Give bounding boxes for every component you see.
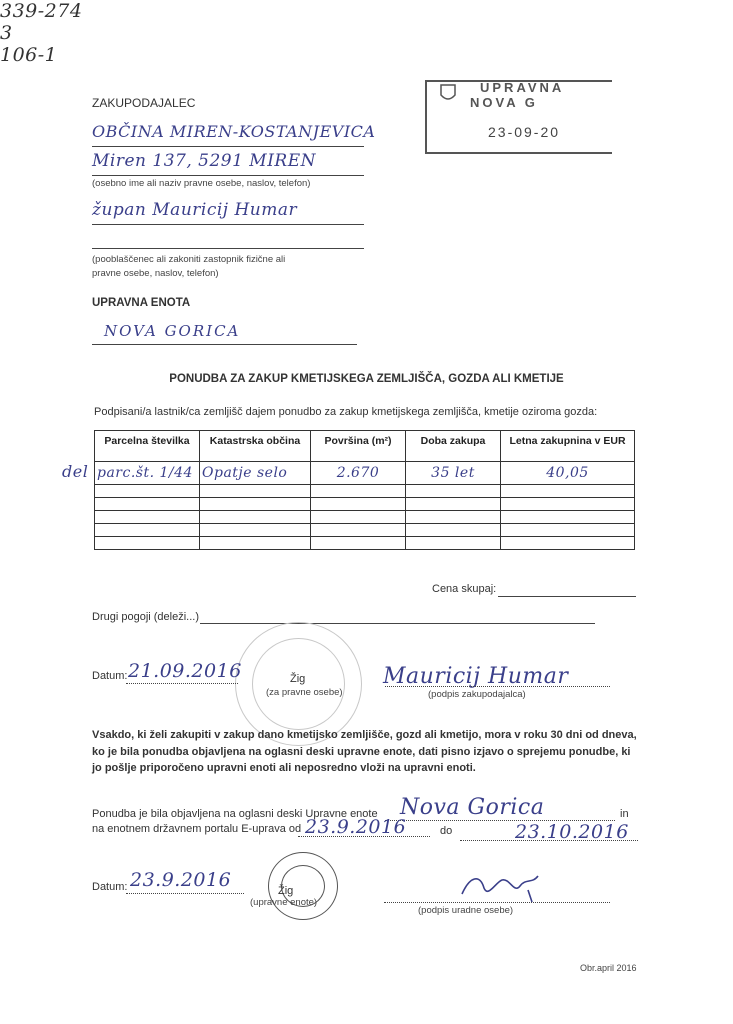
- published-in-word: in: [620, 808, 629, 820]
- stamp-label-1: Žig: [290, 673, 306, 685]
- date-label-2: Datum:: [92, 881, 128, 893]
- lessor-address: Miren 137, 5291 MIREN: [92, 151, 317, 171]
- stamp-caption-1: (za pravne osebe): [266, 687, 343, 698]
- other-conditions-label: Drugi pogoji (deleži...): [92, 611, 199, 623]
- published-from: 23.9.2016: [305, 816, 407, 838]
- lessor-caption: (osebno ime ali naziv pravne osebe, naslov, telefon): [92, 178, 311, 189]
- intro-text: Podpisani/a lastnik/ca zemljišč dajem ponudbo za zakup kmetijskega zemljišča, kmetije oziroma gozda:: [94, 406, 598, 418]
- signature-caption-2: (podpis uradne osebe): [418, 905, 514, 916]
- official-signature: [458, 868, 548, 904]
- stamp-date: 23-09-20: [488, 124, 561, 140]
- lessor-representative: župan Mauricij Humar: [92, 200, 298, 220]
- published-line-1: Ponudba je bila objavljena na oglasni deski Upravne enote: [92, 808, 378, 820]
- stamp-label-2: Žig: [278, 885, 294, 897]
- margin-note: del: [62, 462, 89, 481]
- published-unit: Nova Gorica: [400, 795, 545, 820]
- col-annual-rent: Letna zakupnina v EUR: [501, 431, 635, 462]
- coat-of-arms-icon: [440, 84, 456, 104]
- published-line-2: na enotnem državnem portalu E-uprava od: [92, 823, 302, 835]
- date-value-1: 21.09.2016: [128, 660, 242, 682]
- published-do-word: do: [440, 825, 453, 837]
- parcel-table: [94, 430, 635, 550]
- signature-caption-1: (podpis zakupodajalca): [428, 689, 526, 700]
- stamp-file-number-3: 106-1: [0, 44, 58, 66]
- col-lease-term: Doba zakupa: [406, 431, 501, 462]
- date-label-1: Datum:: [92, 670, 128, 682]
- stamp-file-number-2: 3: [0, 22, 13, 44]
- form-version: Obr.april 2016: [580, 963, 637, 973]
- table-row: parc.št. 1/44 Opatje selo 2.670 35 let 40,05: [95, 462, 635, 485]
- stamp-bottom-text: NOVA G: [470, 95, 538, 110]
- published-to: 23.10.2016: [515, 821, 629, 843]
- table-row: [95, 537, 635, 550]
- col-parcel-number: Parcelna številka: [95, 431, 200, 462]
- table-row: [95, 498, 635, 511]
- total-label: Cena skupaj:: [432, 583, 497, 595]
- admin-unit-value: NOVA GORICA: [104, 322, 241, 340]
- table-row: [95, 524, 635, 537]
- lessor-name: OBČINA MIREN-KOSTANJEVICA: [92, 122, 376, 141]
- lessor-heading: ZAKUPODAJALEC: [92, 96, 196, 110]
- signature-1: Mauricij Humar: [383, 664, 569, 689]
- col-cadastral-municipality: Katastrska občina: [200, 431, 311, 462]
- form-title: PONUDBA ZA ZAKUP KMETIJSKEGA ZEMLJIŠČA, GOZDA ALI KMETIJE: [169, 373, 564, 385]
- table-header-row: [95, 431, 635, 462]
- stamp-caption-2: (upravne enote): [250, 897, 318, 908]
- stamp-top-text: UPRAVNA: [480, 80, 565, 95]
- representative-caption: (pooblaščenec ali zakoniti zastopnik fizične ali pravne osebe, naslov, telefon): [92, 254, 286, 279]
- table-row: [95, 511, 635, 524]
- stamp-file-number: 339-274: [0, 0, 83, 22]
- date-value-2: 23.9.2016: [130, 869, 232, 891]
- col-area: Površina (m²): [311, 431, 406, 462]
- notice-text: Vsakdo, ki želi zakupiti v zakup dano kmetijsko zemljišče, gozd ali kmetijo, mora v roku 30 dni od dneva, ko je bila ponudba objavljena na oglasni deski upravne enote, dati pisno izjavo o sprejemu ponudbe, ki jo pošlje priporočeno upravni enoti ali neposredno vloži na upravni enoti.: [92, 729, 637, 774]
- admin-unit-heading: UPRAVNA ENOTA: [92, 297, 191, 309]
- table-row: [95, 485, 635, 498]
